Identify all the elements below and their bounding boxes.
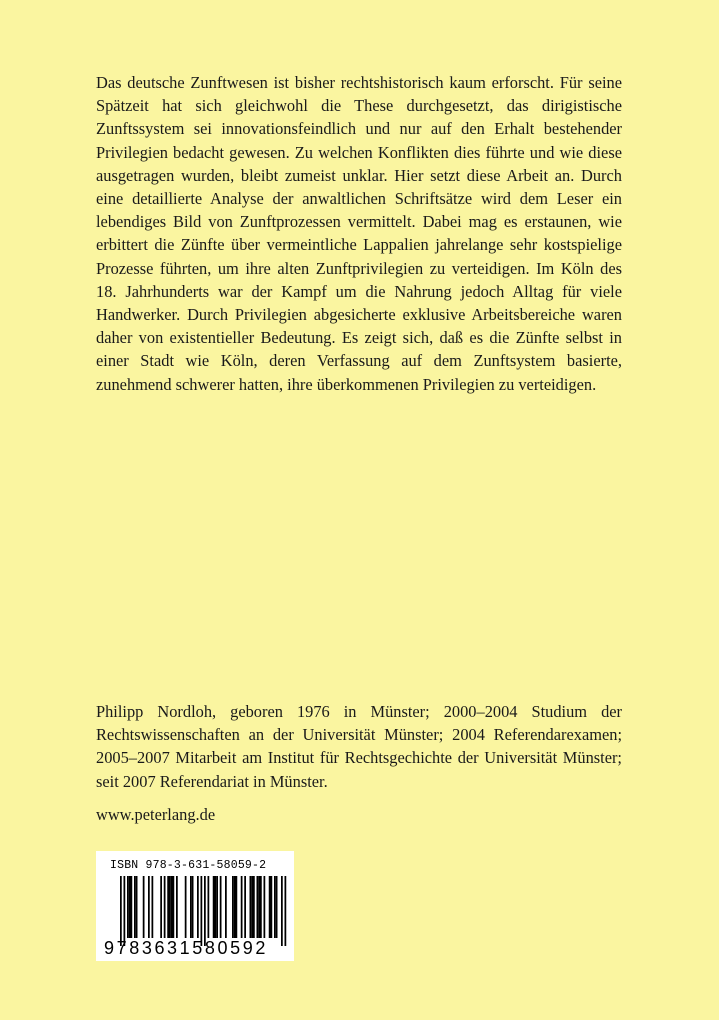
barcode-bar (250, 876, 252, 938)
barcode-bar (192, 876, 194, 938)
barcode-bar (134, 876, 136, 938)
barcode-bar (173, 876, 175, 938)
barcode-bar (271, 876, 273, 938)
barcode-bar (176, 876, 178, 938)
barcode-bar (129, 876, 131, 938)
back-cover-blurb: Das deutsche Zunftwesen ist bisher rechtshistorisch kaum erforscht. Für seine Spätzeit hat sich gleichwohl die These durchgesetzt, das dirigistische Zunftssystem sei innovationsfeindlich und nur auf den Erhalt bestehender Privilegien bedacht gewesen. Zu welchen Konflikten dies führte und wie diese ausgetragen wurden, bleibt zumeist unklar. Hier setzt diese Arbeit an. Durch eine detaillierte Analyse der anwaltlichen Schriftsätze wird dem Leser ein lebendiges Bild von Zunftprozessen vermittelt. Dabei mag es erstaunen, wie erbittert die Zünfte über vermeintliche Lappalien jahrelange sehr kostspielige Prozesse führten, um ihre alten Zunftprivilegien zu verteidigen. Im Köln des 18. Jahrhunderts war der Kampf um die Nahrung jedoch Alltag für viele Handwerker. Durch Privilegien abgesicherte exklusive Arbeitsbereiche waren daher von existentieller Bedeutung. Es zeigt sich, daß es die Zünfte selbst in einer Stadt wie Köln, deren Verfassung auf dem Zunftsystem basierte, zunehmend schwerer hatten, ihre überkommenen Privilegien zu verteidigen. (96, 73, 622, 394)
barcode-bar (164, 876, 166, 938)
barcode-bar (251, 876, 253, 938)
barcode-bar (215, 876, 217, 938)
barcode-bar (220, 876, 222, 938)
barcode-bar (167, 876, 169, 938)
barcode-bar (171, 876, 173, 938)
barcode-bar (208, 876, 210, 938)
barcode-bar (225, 876, 227, 938)
barcode-bar (148, 876, 150, 938)
barcode-bar (213, 876, 215, 938)
barcode-bar (201, 876, 203, 946)
barcode-bar (244, 876, 246, 938)
barcode-bar (257, 876, 259, 938)
barcode-bar (241, 876, 243, 938)
barcode-bar (190, 876, 192, 938)
barcode-bar (260, 876, 262, 938)
barcode-bar (274, 876, 276, 938)
barcode-bar (136, 876, 138, 938)
barcode-bar (197, 876, 199, 938)
barcode-bar (216, 876, 218, 938)
barcode-bar (124, 876, 126, 946)
barcode-bar (232, 876, 234, 938)
isbn-barcode (96, 851, 294, 961)
barcode-bar (269, 876, 271, 938)
barcode-bar (234, 876, 236, 938)
barcode-bar (131, 876, 133, 938)
barcode-bar (253, 876, 255, 938)
isbn-label: ISBN 978-3-631-58059-2 (110, 859, 267, 872)
barcode-bar (120, 876, 122, 946)
barcode-bar (160, 876, 162, 938)
publisher-website: www.peterlang.de (96, 805, 216, 824)
barcode-bar (127, 876, 129, 938)
barcode-bar (281, 876, 283, 946)
barcode-bar (169, 876, 171, 938)
barcode-bar (236, 876, 238, 938)
barcode-bar (143, 876, 145, 938)
barcode-bar (204, 876, 206, 946)
barcode-bar (264, 876, 266, 938)
barcode-bar (276, 876, 278, 938)
barcode-bar (258, 876, 260, 938)
barcode-bar (152, 876, 154, 938)
author-bio: Philipp Nordloh, geboren 1976 in Münster; 2000–2004 Studium der Rechtswissenschaften an der Universität Münster; 2004 Referendarexamen; 2005–2007 Mitarbeit am Institut für Rechtsgechichte der Universität Münster; seit 2007 Referendariat in Münster. (96, 702, 622, 791)
barcode-bar (185, 876, 187, 938)
ean-digits: 9783631580592 (104, 938, 268, 958)
barcode-bar (285, 876, 287, 946)
